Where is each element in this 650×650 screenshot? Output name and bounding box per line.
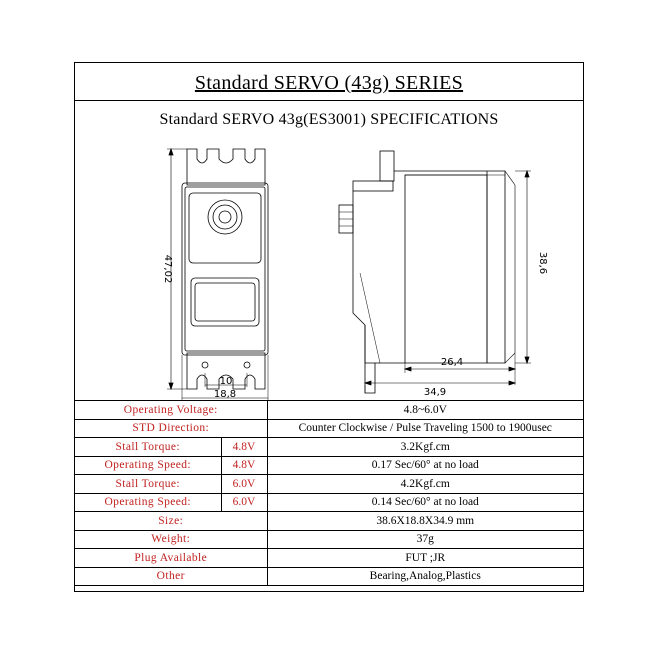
side-total-depth-label: 34,9: [423, 387, 447, 398]
spec-label: Stall Torque:: [75, 438, 221, 457]
front-width-label: 18,8: [213, 389, 237, 400]
spec-label: Weight:: [75, 530, 267, 549]
table-row: [75, 549, 583, 568]
table-row: [75, 419, 583, 438]
spec-label: STD Direction:: [75, 419, 267, 438]
table-row: [75, 475, 583, 494]
spec-value: Counter Clockwise / Pulse Traveling 1500 to 1900usec: [267, 419, 583, 438]
spec-table: [75, 400, 583, 586]
page-subtitle: Standard SERVO 43g(ES3001) SPECIFICATIONS: [159, 111, 499, 128]
spec-value: FUT ;JR: [267, 549, 583, 568]
table-row: [75, 530, 583, 549]
table-row: [75, 401, 583, 420]
spec-label: Size:: [75, 512, 267, 531]
side-body-depth-label: 26,4: [440, 357, 464, 368]
spec-value: 37g: [267, 530, 583, 549]
side-view: [339, 151, 531, 393]
front-view: [167, 149, 268, 401]
spec-label: Plug Available: [75, 549, 267, 568]
spec-value: 4.8~6.0V: [267, 401, 583, 420]
spec-voltage: 6.0V: [221, 475, 267, 494]
spec-label: Operating Voltage:: [75, 401, 267, 420]
spec-value: 38.6X18.8X34.9 mm: [267, 512, 583, 531]
spec-value: Bearing,Analog,Plastics: [267, 567, 583, 586]
front-inner-width-label: 10: [219, 376, 233, 387]
side-height-label: 38,6: [537, 251, 548, 275]
spec-value: 0.17 Sec/60° at no load: [267, 456, 583, 475]
spec-label: Operating Speed:: [75, 456, 221, 475]
table-row: [75, 493, 583, 512]
spec-voltage: 6.0V: [221, 493, 267, 512]
spec-value: 0.14 Sec/60° at no load: [267, 493, 583, 512]
table-row: [75, 512, 583, 531]
table-row: [75, 438, 583, 457]
spec-sheet: [74, 62, 584, 592]
spec-voltage: 4.8V: [221, 438, 267, 457]
spec-label: Stall Torque:: [75, 475, 221, 494]
table-row: [75, 456, 583, 475]
spec-label: Other: [75, 567, 267, 586]
spec-label: Operating Speed:: [75, 493, 221, 512]
spec-voltage: 4.8V: [221, 456, 267, 475]
spec-value: 3.2Kgf.cm: [267, 438, 583, 457]
servo-drawing: [75, 63, 583, 401]
table-row: [75, 567, 583, 586]
front-height-label: 47,02: [162, 254, 173, 284]
page-title: Standard SERVO (43g) SERIES: [75, 63, 583, 101]
spec-value: 4.2Kgf.cm: [267, 475, 583, 494]
